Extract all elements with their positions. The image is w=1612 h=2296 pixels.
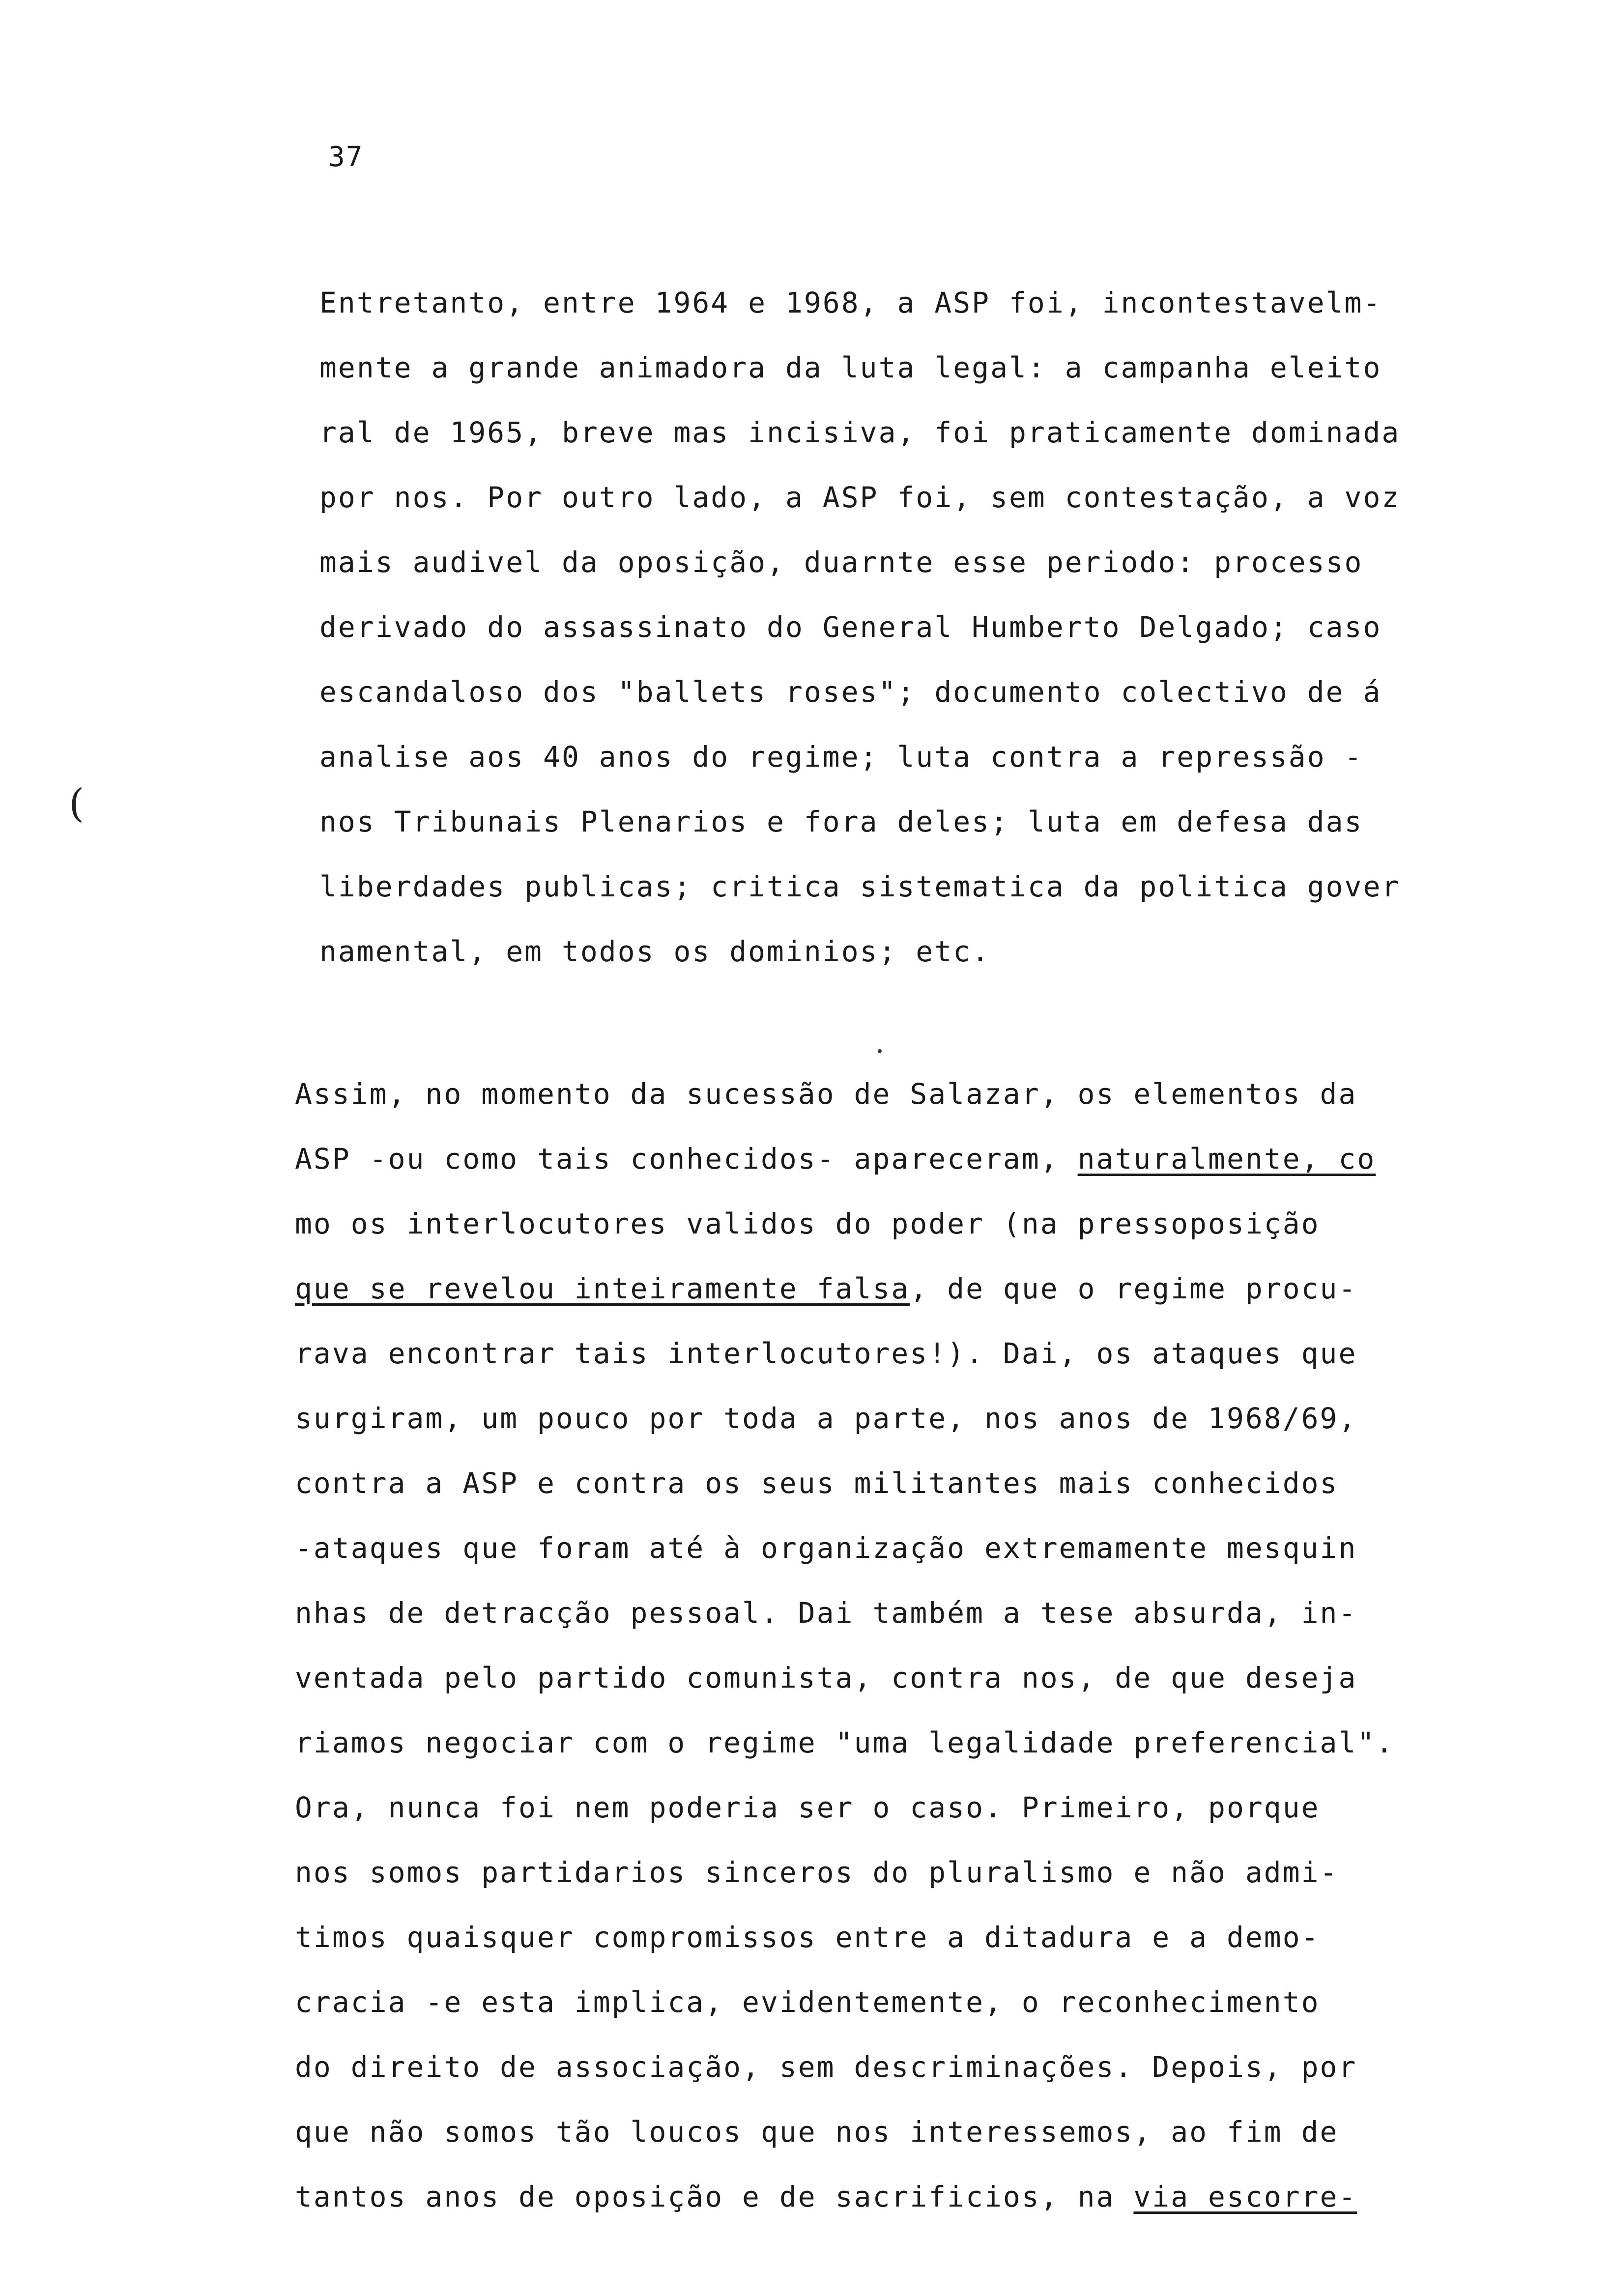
paragraph-1: [319, 270, 1469, 984]
underlined-text: via escorre-: [1133, 2180, 1357, 2213]
text-line: [295, 2164, 1445, 2229]
text-line: que não somos tão loucos que nos interessemos, ao fim de: [295, 2115, 1339, 2149]
text-line: -ataques que foram até à organização extremamente mesquin: [295, 1531, 1357, 1565]
text-line: rava encontrar tais interlocutores!). Dai, os ataques que: [295, 1337, 1357, 1370]
text-line: derivado do assassinato do General Humberto Delgado; caso: [319, 610, 1382, 644]
text-line: Entretanto, entre 1964 e 1968, a ASP foi, incontestavelm-: [319, 286, 1382, 319]
underlined-text: que se revelou inteiramente falsa: [295, 1272, 910, 1305]
text-line: ral de 1965, breve mas incisiva, foi praticamente dominada: [319, 416, 1401, 449]
text-line: nhas de detracção pessoal. Dai também a tese absurda, in-: [295, 1596, 1357, 1630]
text-line: cracia -e esta implica, evidentemente, o reconhecimento: [295, 1985, 1320, 2019]
text-line: riamos negociar com o regime "uma legalidade preferencial".: [295, 1726, 1395, 1759]
text-line: do direito de associação, sem descriminações. Depois, por: [295, 2050, 1357, 2084]
text-line: escandaloso dos "ballets roses"; documento colectivo de á: [319, 675, 1382, 709]
text-line: analise aos 40 anos do regime; luta contra a repressão -: [319, 740, 1363, 774]
text-line: mente a grande animadora da luta legal: a campanha eleito: [319, 351, 1382, 384]
text-segment: tantos anos de oposição e de sacrificios, na: [295, 2180, 1134, 2213]
text-line: namental, em todos os dominios; etc.: [319, 935, 991, 968]
underlined-text: naturalmente, co: [1077, 1142, 1376, 1176]
text-line: timos quaisquer compromissos entre a ditadura e a demo-: [295, 1921, 1320, 1954]
text-line: por nos. Por outro lado, a ASP foi, sem contestação, a voz: [319, 481, 1401, 514]
ink-dot: [878, 1049, 882, 1053]
text-line: contra a ASP e contra os seus militantes mais conhecidos: [295, 1466, 1339, 1500]
text-line: surgiram, um pouco por toda a parte, nos anos de 1968/69,: [295, 1402, 1357, 1435]
text-segment: ASP -ou como tais conhecidos- apareceram,: [295, 1142, 1078, 1176]
text-line: Ora, nunca foi nem poderia ser o caso. Primeiro, porque: [295, 1791, 1320, 1824]
text-line: Assim, no momento da sucessão de Salazar, os elementos da: [295, 1077, 1357, 1111]
text-segment: , de que o regime procu-: [910, 1272, 1357, 1305]
text-line: ventada pelo partido comunista, contra nos, de que deseja: [295, 1661, 1357, 1694]
paragraph-2: [295, 1062, 1445, 2229]
margin-mark: (: [69, 780, 85, 826]
text-line: [295, 1126, 1445, 1191]
text-line: liberdades publicas; critica sistematica da politica gover: [319, 870, 1401, 903]
page-number: 37: [328, 141, 364, 173]
text-line: nos somos partidarios sinceros do pluralismo e não admi-: [295, 1856, 1339, 1889]
text-line: mais audivel da oposição, duarnte esse periodo: processo: [319, 545, 1363, 579]
text-line: nos Tribunais Plenarios e fora deles; luta em defesa das: [319, 805, 1363, 838]
text-line: [295, 1256, 1445, 1321]
text-line: mo os interlocutores validos do poder (na pressoposição: [295, 1207, 1320, 1240]
